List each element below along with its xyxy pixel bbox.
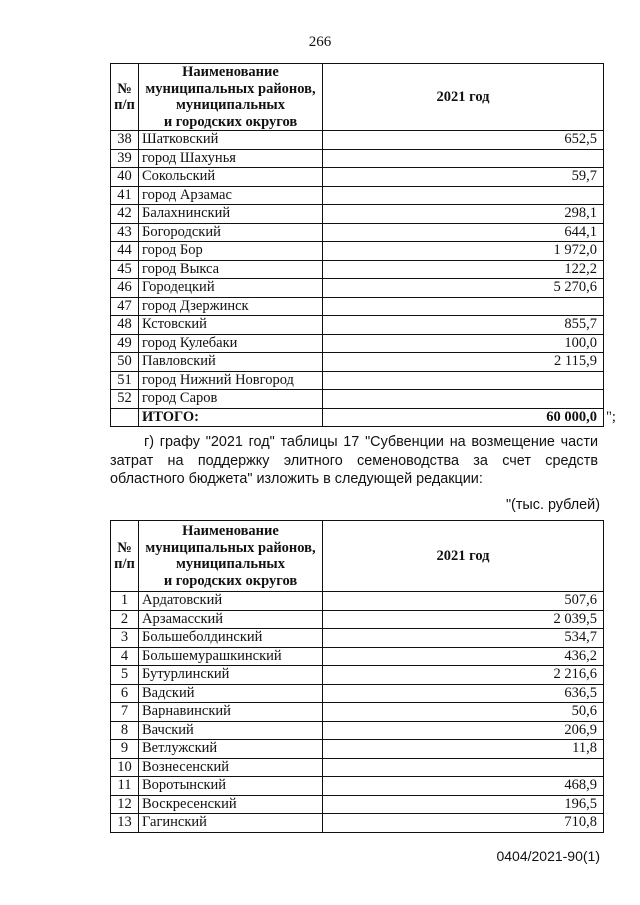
table-row [111, 740, 604, 759]
row-value: 468,9 [323, 777, 604, 796]
table-row [111, 647, 604, 666]
municipality-name: Вадский [139, 684, 323, 703]
table-row [111, 666, 604, 685]
column-header-number: № п/п [111, 521, 139, 592]
table-row [111, 242, 604, 261]
row-value: 855,7 [323, 316, 604, 335]
row-number: 40 [111, 168, 139, 187]
row-value: 5 270,6 [323, 279, 604, 298]
table-row [111, 758, 604, 777]
municipality-name: Шатковский [139, 131, 323, 150]
row-number: 45 [111, 260, 139, 279]
row-value: 122,2 [323, 260, 604, 279]
table-row [111, 260, 604, 279]
table-row [111, 795, 604, 814]
municipality-name: город Дзержинск [139, 297, 323, 316]
row-value: 298,1 [323, 205, 604, 224]
row-value [323, 371, 604, 390]
municipality-name: Городецкий [139, 279, 323, 298]
row-value: 507,6 [323, 592, 604, 611]
municipality-name: Вознесенский [139, 758, 323, 777]
column-header-name: Наименование муниципальных районов, муниципальных и городских округов [139, 64, 323, 131]
municipality-name: Арзамасский [139, 610, 323, 629]
table-row [111, 629, 604, 648]
total-number-cell [111, 408, 139, 427]
municipality-name: Варнавинский [139, 703, 323, 722]
row-value [323, 186, 604, 205]
row-value [323, 390, 604, 409]
row-number: 10 [111, 758, 139, 777]
row-number: 43 [111, 223, 139, 242]
table-row [111, 297, 604, 316]
column-header-number: № п/п [111, 64, 139, 131]
row-value: 206,9 [323, 721, 604, 740]
row-number: 38 [111, 131, 139, 150]
row-value [323, 149, 604, 168]
row-number: 41 [111, 186, 139, 205]
units-label: "(тыс. рублей) [505, 497, 600, 513]
municipality-name: Балахнинский [139, 205, 323, 224]
municipality-name: Кстовский [139, 316, 323, 335]
row-number: 4 [111, 647, 139, 666]
row-number: 51 [111, 371, 139, 390]
municipality-name: город Кулебаки [139, 334, 323, 353]
table-row [111, 279, 604, 298]
table-row [111, 371, 604, 390]
table-header-row [111, 64, 604, 131]
table-row [111, 353, 604, 372]
row-value [323, 297, 604, 316]
row-value: 2 039,5 [323, 610, 604, 629]
row-value: 644,1 [323, 223, 604, 242]
table-row [111, 592, 604, 611]
document-code: 0404/2021-90(1) [496, 848, 600, 864]
row-number: 52 [111, 390, 139, 409]
row-value: 2 216,6 [323, 666, 604, 685]
row-number: 50 [111, 353, 139, 372]
municipality-name: Гагинский [139, 814, 323, 833]
table-row [111, 684, 604, 703]
column-header-year: 2021 год [323, 64, 604, 131]
row-number: 8 [111, 721, 139, 740]
row-value [323, 758, 604, 777]
row-value: 11,8 [323, 740, 604, 759]
table-row [111, 610, 604, 629]
municipality-name: Павловский [139, 353, 323, 372]
table-row [111, 814, 604, 833]
table-row [111, 186, 604, 205]
row-value: 534,7 [323, 629, 604, 648]
municipality-name: Большеболдинский [139, 629, 323, 648]
table-row [111, 334, 604, 353]
table-row [111, 316, 604, 335]
subvention-table-continued [110, 63, 604, 427]
municipality-name: Бутурлинский [139, 666, 323, 685]
row-value: 196,5 [323, 795, 604, 814]
table-row [111, 149, 604, 168]
table-row [111, 168, 604, 187]
column-header-name: Наименование муниципальных районов, муниципальных и городских округов [139, 521, 323, 592]
row-number: 11 [111, 777, 139, 796]
row-number: 2 [111, 610, 139, 629]
row-number: 1 [111, 592, 139, 611]
total-label: ИТОГО: [139, 408, 323, 427]
row-value: 652,5 [323, 131, 604, 150]
row-number: 48 [111, 316, 139, 335]
municipality-name: город Бор [139, 242, 323, 261]
row-number: 42 [111, 205, 139, 224]
municipality-name: Вачский [139, 721, 323, 740]
row-number: 47 [111, 297, 139, 316]
row-number: 6 [111, 684, 139, 703]
municipality-name: Сокольский [139, 168, 323, 187]
row-number: 3 [111, 629, 139, 648]
table-row [111, 721, 604, 740]
row-number: 7 [111, 703, 139, 722]
row-number: 39 [111, 149, 139, 168]
row-number: 44 [111, 242, 139, 261]
table-row [111, 703, 604, 722]
row-value: 50,6 [323, 703, 604, 722]
table-row [111, 131, 604, 150]
total-value: 60 000,0 [323, 408, 604, 427]
row-number: 12 [111, 795, 139, 814]
municipality-name: город Саров [139, 390, 323, 409]
municipality-name: Воскресенский [139, 795, 323, 814]
row-value: 710,8 [323, 814, 604, 833]
page-number: 266 [308, 34, 332, 50]
row-number: 49 [111, 334, 139, 353]
amendment-paragraph: г) графу "2021 год" таблицы 17 "Субвенции на возмещение части затрат на поддержку элитного семеноводства за счет средств областного бюджета" изложить в следующей редакции: [110, 434, 598, 488]
row-value: 636,5 [323, 684, 604, 703]
row-number: 5 [111, 666, 139, 685]
row-number: 13 [111, 814, 139, 833]
closing-quote: "; [606, 409, 616, 425]
table-row [111, 223, 604, 242]
municipality-name: Большемурашкинский [139, 647, 323, 666]
municipality-name: город Выкса [139, 260, 323, 279]
column-header-year: 2021 год [323, 521, 604, 592]
table-row [111, 777, 604, 796]
table-row [111, 390, 604, 409]
total-row [111, 408, 604, 427]
municipality-name: город Нижний Новгород [139, 371, 323, 390]
municipality-name: Ветлужский [139, 740, 323, 759]
municipality-name: Ардатовский [139, 592, 323, 611]
municipality-name: Богородский [139, 223, 323, 242]
row-value: 436,2 [323, 647, 604, 666]
row-number: 46 [111, 279, 139, 298]
row-value: 2 115,9 [323, 353, 604, 372]
row-number: 9 [111, 740, 139, 759]
seed-subsidy-table [110, 520, 604, 833]
table-header-row [111, 521, 604, 592]
municipality-name: город Шахунья [139, 149, 323, 168]
municipality-name: город Арзамас [139, 186, 323, 205]
table-row [111, 205, 604, 224]
row-value: 1 972,0 [323, 242, 604, 261]
row-value: 100,0 [323, 334, 604, 353]
municipality-name: Воротынский [139, 777, 323, 796]
row-value: 59,7 [323, 168, 604, 187]
